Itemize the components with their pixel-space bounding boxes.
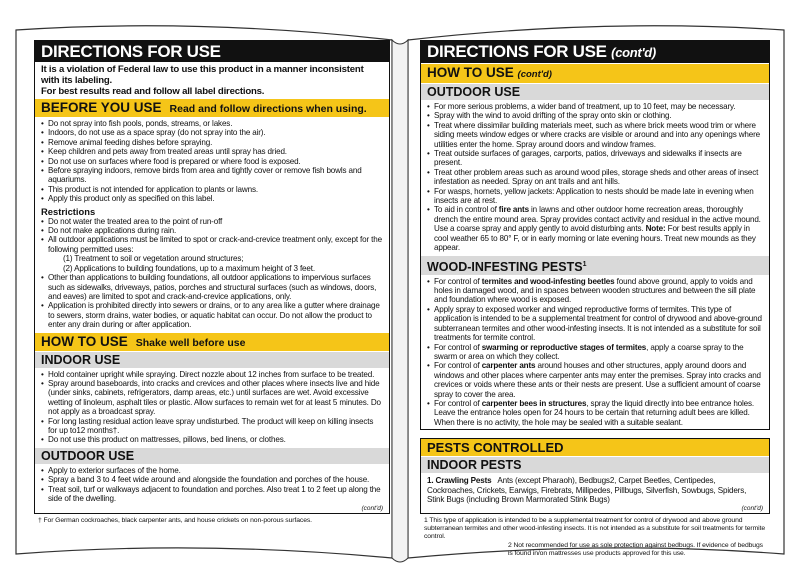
list-item: • Other than applications to building foundations, all outdoor applications to impervious surfaces such as sidewalks, driveways, patios, porches and structural surfaces (such as windows, doors, and eaves) are limited to spot and crack-and-crevice applications, only. bbox=[41, 273, 383, 301]
indoor-use-list bbox=[35, 368, 389, 447]
wood-infesting-pests-header: WOOD-INFESTING PESTS$^1$ bbox=[421, 256, 769, 275]
list-item: • This product is not intended for application to plants or lawns. bbox=[41, 185, 383, 194]
list-item: • Spray around baseboards, into cracks and crevices and other places where insects live and hide (under sinks, cabinets, refrigerators, damp areas, etc.) until surfaces are wet. Avoid excessive wetting of linoleum, asphalt tiles or plastic. Allow surfaces to remain wet for at least 5 minutes. Do not apply as a broadcast spray. bbox=[41, 379, 383, 417]
list-item: • Treat other problem areas such as around wood piles, storage sheds and other areas of insect infestation as needed. Spray on ant trails and ant hills. bbox=[427, 168, 763, 187]
footnote-2: 2 Not recommended for use as sole protection against bedbugs. If evidence of bedbugs is found in/on mattresses use products approved for this use. bbox=[508, 541, 763, 557]
restrictions-title: Restrictions bbox=[41, 205, 96, 217]
footnote-dagger: † For German cockroaches, black carpenter ants, and house crickets on non-porous surfaces. bbox=[38, 517, 312, 525]
list-item: • For control of carpenter ants around houses and other structures, apply around doors and windows and other places where carpenter ants may enter the premises. Spray into cracks and crevices or voids where these ants or their nests are present. Use a sufficient amount of coarse spray to cover the area. bbox=[427, 361, 763, 399]
outdoor-use-list-right bbox=[421, 100, 769, 255]
federal-warning: It is a violation of Federal law to use this product in a manner inconsistent with its labeling. For best results read and follow all label directions. bbox=[41, 64, 364, 97]
footnote-1: 1 This type of application is intended to be a supplemental treatment for control of drywood and above ground subterranean termites and other wood-infesting insects. It is not intended as a substitute for soil treatments for termite control. bbox=[424, 517, 766, 540]
how-to-use-continued-header: HOW TO USE (cont'd) bbox=[421, 64, 769, 83]
directions-box-left bbox=[34, 40, 390, 514]
before-you-use-list bbox=[35, 117, 389, 206]
pests-controlled-box bbox=[420, 438, 770, 514]
list-item-fire-ants: • To aid in control of fire ants in lawns and other outdoor home recreation areas, thoroughly drench the entire mound area. Spray provides contact activity and residual in the active mound. Use a coarse spray and apply gently to avoid disturbing ants. Note: For best results apply in cool weather 65 to 80° F, or in early morning or late evening hours. Treat new mounds as they appear. bbox=[427, 205, 763, 252]
list-item: • Apply spray to exposed worker and winged reproductive forms of termites. This type of application is intended to be a supplemental treatment for control of drywood and above-ground subterranean termites and other wood-infesting insects. It is not intended as a substitute for soil treatments for termite control. bbox=[427, 305, 763, 343]
list-item: • All outdoor applications must be limited to spot or crack-and-crevice treatment only, except for the following permitted uses: bbox=[41, 235, 383, 254]
list-item: • For control of carpenter bees in structures, spray the liquid directly into bee entrance holes. Leave the entrance holes open for 24 hours to be certain that returning adult bees are killed. When there is no activity, the hole may be sealed with a suitable sealant. bbox=[427, 399, 763, 427]
list-item: • Treat outside surfaces of garages, carports, patios, driveways and sidewalks if insects are present. bbox=[427, 149, 763, 168]
list-item: • For wasps, hornets, yellow jackets: Application to nests should be made late in evening when insects are at rest. bbox=[427, 187, 763, 206]
list-item: • Remove animal feeding dishes before spraying. bbox=[41, 138, 383, 147]
list-item: (1) Treatment to soil or vegetation around structures; bbox=[63, 254, 244, 264]
list-item: • Keep children and pets away from treated areas until spray has dried. bbox=[41, 147, 383, 156]
list-item: • For long lasting residual action leave spray undisturbed. The product will keep on killing insects for up to12 months†. bbox=[41, 417, 383, 436]
list-item: • Do not use this product on mattresses, pillows, bed linens, or clothes. bbox=[41, 435, 383, 444]
pests-controlled-header: PESTS CONTROLLED bbox=[421, 439, 769, 456]
list-item: • Apply to exterior surfaces of the home. bbox=[41, 466, 383, 475]
list-item: • Before spraying indoors, remove birds from area and tightly cover or remove fish bowls and aquariums. bbox=[41, 166, 383, 185]
list-item: • Indoors, do not use as a space spray (do not spray into the air). bbox=[41, 128, 383, 137]
list-item: • Treat where dissimilar building materials meet, such as where brick meets wood trim or where siding meets window edges or where cracks are visible or around and into any openings where utilities enter the home. Spray around doors and window frames. bbox=[427, 121, 763, 149]
list-item: • Apply this product only as specified on this label. bbox=[41, 194, 383, 203]
list-item: • Hold container upright while spraying. Direct nozzle about 12 inches from surface to be treated. bbox=[41, 370, 383, 379]
continued-mark: (cont'd) bbox=[361, 505, 383, 513]
left-page bbox=[34, 40, 390, 525]
indoor-pests-header: INDOOR PESTS bbox=[421, 457, 769, 473]
list-item: • Do not use on surfaces where food is prepared or where food is exposed. bbox=[41, 157, 383, 166]
right-page bbox=[420, 40, 770, 557]
list-item: (2) Applications to building foundations, up to a maximum height of 3 feet. bbox=[63, 263, 315, 273]
list-item: • Treat soil, turf or walkways adjacent to foundation and porches. Also treat 1 to 2 feet up along the side of the dwelling. bbox=[41, 485, 383, 504]
indoor-use-header: INDOOR USE bbox=[35, 352, 389, 368]
list-item: • For control of termites and wood-infesting beetles found above ground, apply to voids and holes in damaged wood, and in spaces between wooden structures and between the sill plate and foundation where wood is exposed. bbox=[427, 277, 763, 305]
restrictions-list bbox=[35, 217, 389, 332]
outdoor-use-header: OUTDOOR USE bbox=[35, 448, 389, 464]
list-item: • Do not water the treated area to the point of run-off bbox=[41, 217, 383, 226]
list-item: • Do not spray into fish pools, ponds, streams, or lakes. bbox=[41, 119, 383, 128]
list-item: • For control of swarming or reproductive stages of termites, apply a coarse spray to the swarm or area on which they collect. bbox=[427, 343, 763, 362]
directions-box-right bbox=[420, 40, 770, 430]
outdoor-use-list bbox=[35, 464, 389, 506]
list-item: • Application is prohibited directly into sewers or drains, or to any area like a gutter where drainage to sewers, storm drains, water bodies, or aquatic habitat can occur. Do not allow the product to enter any drain during or after application. bbox=[41, 301, 383, 329]
page-title-continued: DIRECTIONS FOR USE (cont'd) bbox=[421, 41, 769, 63]
page-title: DIRECTIONS FOR USE bbox=[35, 41, 389, 62]
list-item: • Spray with the wind to avoid drifting of the spray onto skin or clothing. bbox=[427, 111, 763, 120]
before-you-use-header: BEFORE YOU USE Read and follow directions when using. bbox=[35, 99, 389, 117]
wood-infesting-list bbox=[421, 275, 769, 430]
crawling-pests: 1. Crawling Pests Ants (except Pharaoh), Bedbugs2, Carpet Beetles, Centipedes, Cockroaches, Crickets, Earwigs, Firebrats, Millipedes, Pillbugs, Silverfish, Sowbugs, Spiders, Stink Bugs (including Brown Marmorated Stink Bugs) bbox=[427, 476, 747, 504]
how-to-use-header: HOW TO USE Shake well before use bbox=[35, 333, 389, 351]
outdoor-use-header-right: OUTDOOR USE bbox=[421, 84, 769, 100]
list-item: • For more serious problems, a wider band of treatment, up to 10 feet, may be necessary. bbox=[427, 102, 763, 111]
list-item: • Spray a band 3 to 4 feet wide around and alongside the foundation and porches of the house. bbox=[41, 475, 383, 484]
list-item: • Do not make applications during rain. bbox=[41, 226, 383, 235]
continued-mark: (cont'd) bbox=[741, 505, 763, 513]
